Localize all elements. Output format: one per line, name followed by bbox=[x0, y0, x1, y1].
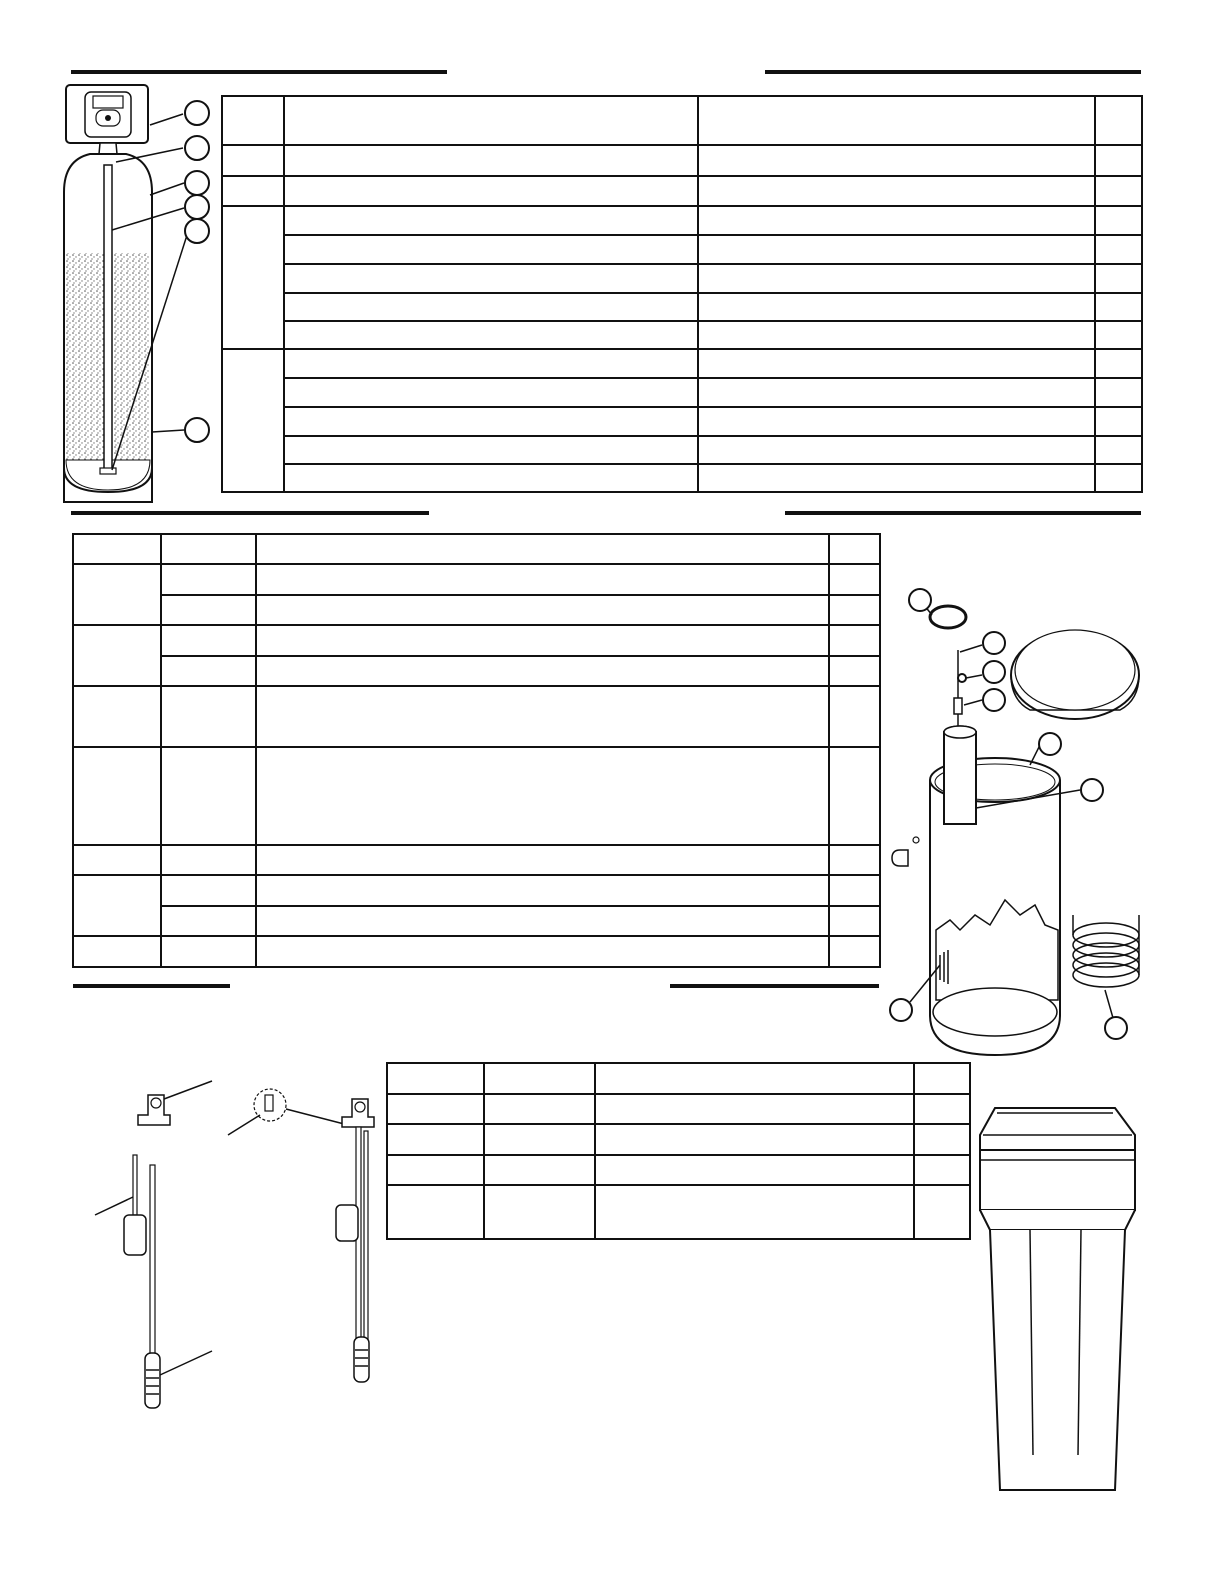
callout-brine-6 bbox=[1081, 779, 1103, 801]
callout-brine-3 bbox=[983, 661, 1005, 683]
section-rule-tank-left bbox=[71, 70, 447, 74]
callout-brine-4 bbox=[983, 689, 1005, 711]
callout-6 bbox=[185, 418, 209, 442]
callout-4 bbox=[185, 195, 209, 219]
callout-brine-8 bbox=[1105, 1017, 1127, 1039]
callout-1 bbox=[185, 101, 209, 125]
callout-brine-7 bbox=[890, 999, 912, 1021]
filter-housing-illustration bbox=[975, 1105, 1140, 1500]
softener-tank-illustration bbox=[60, 80, 220, 505]
callout-5 bbox=[185, 219, 209, 243]
brine-tank-illustration bbox=[880, 580, 1150, 1060]
float-assembly-illustration bbox=[90, 1075, 390, 1415]
callout-brine-1 bbox=[909, 589, 931, 611]
callout-2 bbox=[185, 136, 209, 160]
callout-3 bbox=[185, 171, 209, 195]
float-parts-table bbox=[386, 1062, 971, 1240]
section-rule-float-left bbox=[73, 984, 230, 988]
tank-parts-table bbox=[221, 95, 1143, 493]
brine-parts-table bbox=[72, 533, 881, 968]
section-rule-brine-right bbox=[785, 511, 1141, 515]
section-rule-tank-right bbox=[765, 70, 1141, 74]
section-rule-brine-left bbox=[71, 511, 429, 515]
callout-brine-2 bbox=[983, 632, 1005, 654]
section-rule-float-right bbox=[670, 984, 879, 988]
callout-brine-5 bbox=[1039, 733, 1061, 755]
